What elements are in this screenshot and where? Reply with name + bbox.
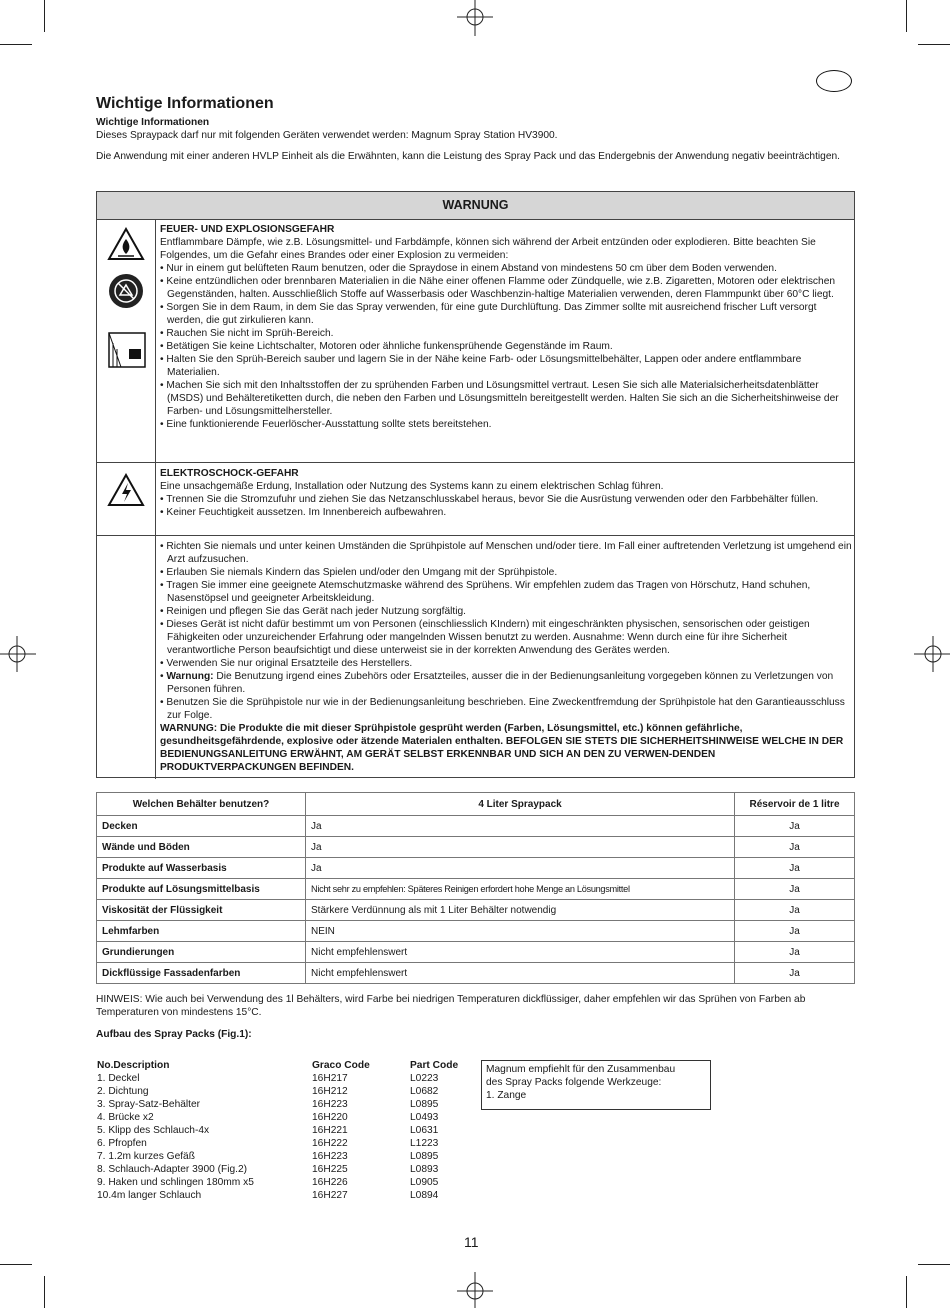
table-cell: Ja	[306, 858, 735, 879]
table-row	[97, 879, 855, 900]
subtitle: Wichtige Informationen	[96, 117, 210, 128]
table-row	[97, 816, 855, 837]
crop-mark	[0, 44, 32, 45]
table-cell: Wände und Böden	[97, 837, 306, 858]
parts-code: 16H223	[312, 1151, 348, 1162]
table-row	[97, 900, 855, 921]
table-cell: Ja	[735, 921, 855, 942]
registration-mark-left	[0, 634, 36, 674]
intro-paragraph-2: Die Anwendung mit einer anderen HVLP Einheit als die Erwähnten, kann die Leistung des Spray Pack und das Endergebnis der Anwendung negativ beeinträchtigen.	[96, 151, 840, 162]
warning-heading: WARNUNG	[97, 192, 854, 220]
tools-line: 1. Zange	[486, 1090, 527, 1101]
parts-item: 7. 1.2m kurzes Gefäß	[97, 1151, 195, 1162]
parts-code: 16H225	[312, 1164, 348, 1175]
tools-line: des Spray Packs folgende Werkzeuge:	[486, 1077, 662, 1088]
crop-mark	[906, 1276, 907, 1308]
parts-item: 6. Pfropfen	[97, 1138, 147, 1149]
tools-line: Magnum empfiehlt für den Zusammenbau	[486, 1064, 676, 1075]
parts-graco-column	[312, 1059, 370, 1202]
parts-header: No.Description	[97, 1060, 170, 1071]
electric-icons	[97, 463, 156, 536]
table-cell: NEIN	[306, 921, 735, 942]
table-row	[97, 858, 855, 879]
table-cell: Decken	[97, 816, 306, 837]
table-header: Réservoir de 1 litre	[735, 793, 855, 816]
general-bullet: • Reinigen und pflegen Sie das Gerät nach jeder Nutzung sorgfältig.	[160, 605, 852, 618]
fire-icons	[97, 219, 156, 462]
table-cell: Grundierungen	[97, 942, 306, 963]
parts-code: L0223	[410, 1073, 439, 1084]
parts-code: L0905	[410, 1177, 439, 1188]
crop-mark	[918, 1264, 950, 1265]
table-row	[97, 963, 855, 984]
parts-code: 16H212	[312, 1086, 348, 1097]
table-cell: Ja	[735, 837, 855, 858]
parts-item: 10.4m langer Schlauch	[97, 1190, 202, 1201]
parts-header: Graco Code	[312, 1060, 370, 1071]
parts-code: L0493	[410, 1112, 439, 1123]
parts-header: Part Code	[410, 1060, 459, 1071]
electric-text	[160, 467, 852, 519]
no-smoking-circle-icon	[108, 273, 144, 309]
fire-intro: Entflammbare Dämpfe, wie z.B. Lösungsmittel- und Farbdämpfe, können sich während der Arbeit entzünden oder explodieren. Bitte beachten Sie Folgendes, um die Gefahr eines Brandes oder einer Explosion zu vermeiden:	[160, 237, 816, 261]
table-cell: Nicht empfehlenswert	[306, 963, 735, 984]
assembly-title: Aufbau des Spray Packs (Fig.1):	[96, 1029, 252, 1040]
general-bullet: • Dieses Gerät ist nicht dafür bestimmt um von Personen (einschliesslich KIndern) mit eingeschränkten physischen, sensorischen oder geistigen Fähigkeiten oder unzureichender Erfahrung oder mangelnden Wissen benutzt zu werden. Ausnahme: Wenn durch eine für ihre Sicherheit verantwortliche Person beaufsichtigt und diese unterweist sie in der korrekten Anwendung des Gerätes werden.	[160, 618, 852, 657]
parts-code: L0895	[410, 1151, 439, 1162]
intro-paragraph-1: Dieses Spraypack darf nur mit folgenden Geräten verwendet werden: Magnum Spray Station HV3900.	[96, 130, 558, 141]
parts-item: 4. Brücke x2	[97, 1112, 154, 1123]
general-text	[160, 540, 852, 774]
fire-bullet: • Nur in einem gut belüfteten Raum benutzen, oder die Spraydose in einem Abstand von mindestens 50 cm über dem Boden verwenden.	[160, 262, 852, 275]
general-bullet-warning	[160, 670, 852, 696]
general-bullet: • Erlauben Sie niemals Kindern das Spielen und/oder den Umgang mit der Sprühpistole.	[160, 566, 852, 579]
registration-mark-bottom	[455, 1272, 495, 1308]
registration-mark-top	[455, 0, 495, 36]
table-header: 4 Liter Spraypack	[306, 793, 735, 816]
table-cell: Ja	[306, 816, 735, 837]
fire-bullet: • Sorgen Sie in dem Raum, in dem Sie das Spray verwenden, für eine gute Durchlüftung. Das Zimmer sollte mit ausreichend frischer Luft versorgt werden, die gut zirkulieren kann.	[160, 301, 852, 327]
crop-mark	[906, 0, 907, 32]
flammable-warning-icon	[107, 227, 145, 261]
warning-label: Warnung:	[166, 671, 214, 682]
table-cell: Ja	[735, 816, 855, 837]
electric-bullet: • Keiner Feuchtigkeit aussetzen. Im Innenbereich aufbewahren.	[160, 506, 852, 519]
table-cell: Produkte auf Wasserbasis	[97, 858, 306, 879]
table-cell: Produkte auf Lösungsmittelbasis	[97, 879, 306, 900]
table-cell: Ja	[735, 942, 855, 963]
crop-mark	[44, 1276, 45, 1308]
electric-title: ELEKTROSCHOCK-GEFAHR	[160, 468, 299, 479]
table-cell: Ja	[735, 900, 855, 921]
parts-item: 9. Haken und schlingen 180mm x5	[97, 1177, 254, 1188]
fire-bullet: • Betätigen Sie keine Lichtschalter, Motoren oder ähnliche funkensprühende Gegenstände im Raum.	[160, 340, 852, 353]
table-header: Welchen Behälter benutzen?	[97, 793, 306, 816]
final-warning: WARNUNG: Die Produkte die mit dieser Sprühpistole gesprüht werden (Farben, Lösungsmittel, etc.) können gefährliche, gesundheitsgefährdende, explosive oder ätzende Materialen enthalten. BEFOLGEN SIE STETS DIE SICHERHEITSHINWEISE WELCHE IN DER BEDIENUNGSANLEITUNG ERWÄHNT, AM GERÄT SELBST ERKENNBAR UND SICH AN DEN ZU VERWEN-DENDEN PRODUKTVERPACKUNGEN BEFINDEN.	[160, 723, 844, 773]
parts-code: L0682	[410, 1086, 439, 1097]
general-icons	[97, 536, 156, 779]
parts-code: 16H222	[312, 1138, 348, 1149]
electric-bullet: • Trennen Sie die Stromzufuhr und ziehen Sie das Netzanschlusskabel heraus, bevor Sie die Ausrüstung verwenden oder den Farbbehälter füllen.	[160, 493, 852, 506]
table-cell: Ja	[735, 879, 855, 900]
warning-box	[96, 191, 855, 778]
table-row	[97, 942, 855, 963]
parts-code: 16H220	[312, 1112, 348, 1123]
general-bullet: • Benutzen Sie die Sprühpistole nur wie in der Bedienungsanleitung beschrieben. Eine Zweckentfremdung der Sprühpistole hat den Garantieausschluss zur Folge.	[160, 696, 852, 722]
table-cell: Nicht sehr zu empfehlen: Späteres Reinigen erfordert hohe Menge an Lösungsmittel	[306, 879, 735, 900]
crop-mark	[0, 1264, 32, 1265]
table-cell: Lehmfarben	[97, 921, 306, 942]
fire-bullet: • Eine funktionierende Feuerlöscher-Ausstattung sollte stets bereitstehen.	[160, 418, 852, 431]
table-cell: Dickflüssige Fassadenfarben	[97, 963, 306, 984]
electric-section	[97, 462, 854, 536]
electric-shock-icon	[107, 473, 145, 507]
parts-item: 1. Deckel	[97, 1073, 140, 1084]
parts-code: 16H221	[312, 1125, 348, 1136]
fire-bullet: • Keine entzündlichen oder brennbaren Materialien in die Nähe einer offenen Flamme oder Zündquelle, wie z.B. Zigaretten, Motoren oder elektrischen Gegenständen, halten. Ausschließlich Stoffe auf Wasserbasis oder Waschbenzin-haltige Materialien verwenden, deren Flammpunkt über 60°C liegt.	[160, 275, 852, 301]
table-header-row	[97, 793, 855, 816]
parts-code: L0631	[410, 1125, 439, 1136]
table-cell: Ja	[306, 837, 735, 858]
general-bullet: • Richten Sie niemals und unter keinen Umständen die Sprühpistole auf Menschen und/oder tiere. Im Fall einer auftretenden Verletzung ist umgehend ein Arzt aufzusuchen.	[160, 540, 852, 566]
fire-bullet: • Machen Sie sich mit den Inhaltsstoffen der zu sprühenden Farben und Lösungsmittel vertraut. Lesen Sie sich alle Materialsicherheitsdatenblätter (MSDS) und Behälteretiketten durch, die neben den Farben und Lösungsmitteln bereitgestellt werden. Halten Sie sich an die Sicherheitshinweise der Farben- und Lösungsmittelhersteller.	[160, 379, 852, 418]
parts-item: 3. Spray-Satz-Behälter	[97, 1099, 201, 1110]
parts-code: L0893	[410, 1164, 439, 1175]
fire-bullet: • Halten Sie den Sprüh-Bereich sauber und lagern Sie in der Nähe keine Farb- oder Lösungsmittelbehälter, Lappen oder andere entflammbare Materialien.	[160, 353, 852, 379]
parts-item: 8. Schlauch-Adapter 3900 (Fig.2)	[97, 1164, 248, 1175]
crop-mark	[44, 0, 45, 32]
electric-intro: Eine unsachgemäße Erdung, Installation oder Nutzung des Systems kann zu einem elektrischen Schlag führen.	[160, 481, 664, 492]
table-cell: Ja	[735, 963, 855, 984]
general-bullet: • Tragen Sie immer eine geeignete Atemschutzmaske während des Sprühens. Wir empfehlen zudem das Tragen von Hörschutz, Hand schuhen, Nasenstöpsel und geeigneter Arbeitskleidung.	[160, 579, 852, 605]
table-cell: Viskosität der Flüssigkeit	[97, 900, 306, 921]
fire-bullet: • Rauchen Sie nicht im Sprüh-Bereich.	[160, 327, 852, 340]
parts-code: L0895	[410, 1099, 439, 1110]
parts-code: L0894	[410, 1190, 439, 1201]
language-badge	[816, 70, 852, 92]
table-cell: Nicht empfehlenswert	[306, 942, 735, 963]
crop-mark	[918, 44, 950, 45]
fire-section	[97, 219, 854, 462]
general-section	[97, 535, 854, 779]
ventilation-icon	[107, 329, 147, 371]
warning-text: Die Benutzung irgend eines Zubehörs oder Ersatzteiles, ausser die in der Bedienungsanleitung vorgegeben können zu Verletzungen von Personen führen.	[167, 671, 834, 695]
parts-code: L1223	[410, 1138, 439, 1149]
tools-box	[481, 1060, 711, 1110]
registration-mark-right	[914, 634, 950, 674]
general-bullet: • Verwenden Sie nur original Ersatzteile des Herstellers.	[160, 657, 852, 670]
table-cell: Ja	[735, 858, 855, 879]
parts-item: 2. Dichtung	[97, 1086, 149, 1097]
table-row	[97, 837, 855, 858]
parts-partcode-column	[410, 1059, 458, 1202]
parts-code: 16H223	[312, 1099, 348, 1110]
parts-code: 16H227	[312, 1190, 348, 1201]
note-paragraph: HINWEIS: Wie auch bei Verwendung des 1l Behälters, wird Farbe bei niedrigen Temperaturen dickflüssiger, daher empfehlen wir das Sprühen von Farben ab Temperaturen von mindestens 15°C.	[96, 994, 806, 1018]
table-row	[97, 921, 855, 942]
fire-text	[160, 223, 852, 431]
fire-title: FEUER- UND EXPLOSIONSGEFAHR	[160, 224, 335, 235]
parts-code: 16H226	[312, 1177, 348, 1188]
container-table	[96, 792, 855, 984]
table-cell: Stärkere Verdünnung als mit 1 Liter Behälter notwendig	[306, 900, 735, 921]
page-title: Wichtige Informationen	[96, 95, 274, 112]
page-number: 11	[464, 1234, 479, 1250]
parts-description-column	[97, 1059, 254, 1202]
parts-code: 16H217	[312, 1073, 348, 1084]
parts-item: 5. Klipp des Schlauch-4x	[97, 1125, 210, 1136]
